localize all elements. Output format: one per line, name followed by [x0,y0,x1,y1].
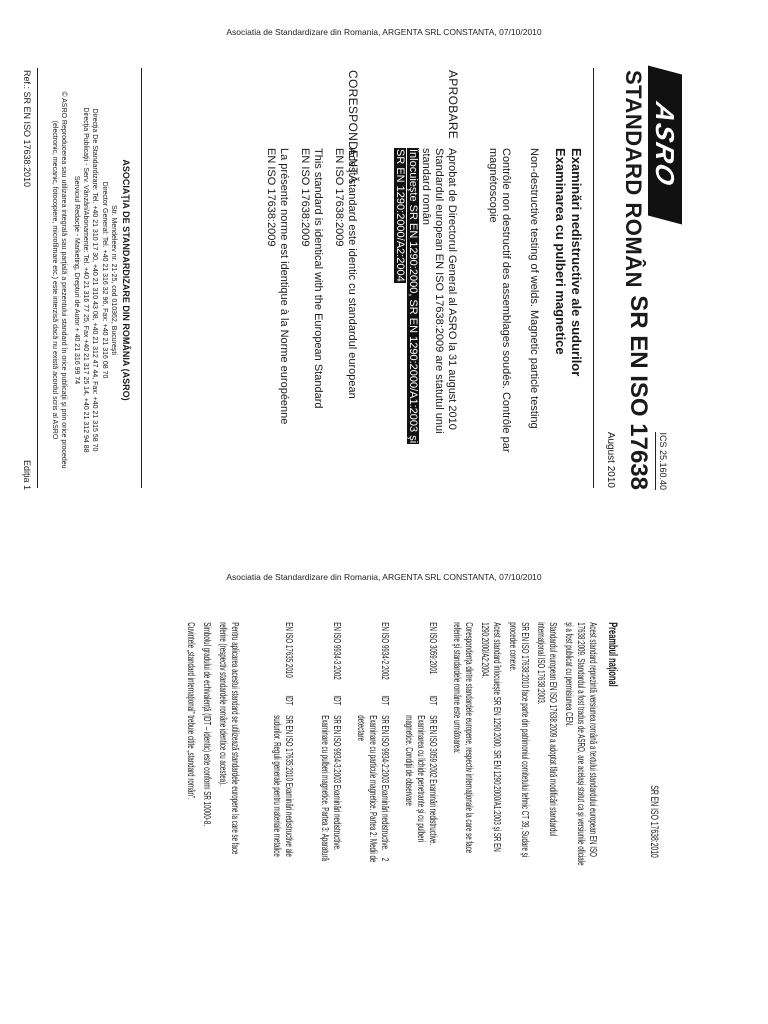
edition: Ediţia 1 [22,459,32,490]
document-page-cover [10,40,690,500]
publication-date: August 2010 [605,431,616,488]
preamble-paragraph: Acest standard înlocuieşte SR EN 1290:2000, SR EN 1290:2000/A1:2003 şi SR EN 1290:2000/A2:2004. [479,622,502,852]
closing-paragraph: Simbolul gradului de echivalenţă (IDT – identic) este conform SR 10000-8. [201,622,212,827]
section-label-aprobare: APROBARE [446,70,460,140]
publisher-info: ASOCIAŢIA DE STANDARDIZARE DIN ROMÂNIA (ASRO) Str. Mendeleev nr. 21-25, cod 010362, Bucureşti Director General: Tel. +40 21 316 32 96, Fax: +40 21 316 08 70 Direcţia De Standardizare: Tel. +40 21 310 17 30, +40 21 310 43 08, +40 21 312 47 44, Fax: +40 21 315 58 70 Direcţia Publicaţii - Serv. Vânzări/Abonamente: Tel. +40 21 316 77 25, Fax +40 21 317 25 14, +40 21 312 94 88 Serviciul Redacţie - Marketing, Drepturi de Autor + 40 21 316 99 74 © ASRO Reproducerea sau utilizarea integrală sau parţială a prezentului standard în orice publicaţii şi prin orice procedeu (electronic, mecanic, fotocopiere, microfilmare etc.) este interzisă dacă nu există acordul scris al ASRO [50,91,131,469]
title-french: Contrôle non destructif des assemblages soudés. Contrôle par magnétoscopie [487,148,512,453]
closing-paragraph: Pentru aplicarea acestui standard se utilizează standardele europene la care se face referire (respectiv standardele române identice cu acestea). [217,622,240,855]
watermark-header-top: Asociatia de Standardizare din Romania, ARGENTA SRL CONSTANTA, 07/10/2010 [226,27,542,37]
correspondence-ro: Acest standard este identic cu standardul european EN ISO 17638:2009 [333,148,358,399]
preamble-paragraph: Corespondenţa dintre standardele europene, respectiv internaţionale la care se face referire şi standardele române este următoarea: [451,622,474,854]
preamble-paragraph: Standardul european EN ISO 17638:2009 a adoptat fără modificări standardul internaţional ISO 17638:2003. [535,622,558,837]
correspondence-en: This standard is identical with the European Standard EN ISO 17638:2009 [299,148,324,409]
preamble-paragraph: SR EN ISO 17638:2010 face parte din patrimoniul comitetului tehnic CT 39, Sudare şi procedee conexe. [507,622,530,858]
asro-logo: ASRO [648,65,682,224]
standard-type-title: STANDARD ROMÂN [621,70,646,289]
divider [37,68,38,488]
correspondence-fr: La présente norme est identique à la Norme européenne EN ISO 17638:2009 [265,148,290,425]
preamble-paragraph: Acest standard reprezintă versiunea română a textului standardului european EN ISO 17638:2009. Standardul a fost tradus de ASRO, are acelaşi statut ca şi versiunile oficiale şi a fost publicat cu permisiunea CEN. [563,622,598,866]
replaces-line: Înlocuieşte SR EN 1290:2000, SR EN 1290:2000/A1:2003 şi [407,149,419,444]
closing-paragraph: Cuvintele „standard internaţional” trebuie citite „standard român”. [185,622,196,800]
divider [593,68,594,488]
title-romanian: Examinări nedistructive ale sudurilor Examinarea cu pulberi magnetice [553,148,584,377]
divider [141,68,142,488]
ics-code: ICS 25.160.40 [655,432,668,490]
page-number: 2 [379,857,390,862]
replaces-line-2: SR EN 1290:2000/A2:2004 [394,149,406,282]
reference-code: Ref.: SR EN ISO 17638:2010 [22,70,32,188]
section-label-corespondenta: CORESPONDENŢĂ [346,70,360,184]
running-head: SR EN ISO 17638:2010 [648,785,660,858]
watermark-header-middle: Asociatia de Standardizare din Romania, ARGENTA SRL CONSTANTA, 07/10/2010 [226,572,542,582]
approval-text: Aprobat de Directorul General al ASRO la 31 august 2010 Standardul european EN ISO 17638:2009 are statutul unui standard român Înlocuieşte SR EN 1290:2000, SR EN 1290:2000/A1:2003 şi SR EN 1290:2000/A2:2004 [394,148,458,444]
standard-code: SR EN ISO 17638 [625,295,652,490]
document-page-preamble: SR EN ISO 17638:2010 Preambul naţional Acest standard reprezintă versiunea română a textului standardului european EN ISO 17638:2009. Standardul a fost tradus de ASRO, are acelaşi statut ca şi versiunile oficiale şi a fost publicat cu permisiunea CEN. Standardul european EN ISO 17638:2009 a adoptat fără modificări standardul internaţional ISO 17638:2003. SR EN ISO 17638:2010 face parte din patrimoniul comitetului tehnic CT 39, Sudare şi procedee conexe. Acest standard înlocuieşte SR EN 1290:2000, SR EN 1290:2000/A1:2003 şi SR EN 1290:2000/A2:2004. Corespondenţa dintre standardele europene, respectiv internaţionale la care se face referire şi standardele române este următoarea: EN ISO 3059:2001 IDT SR EN ISO 3059:2002 Examinări nedistructive. Examinarea cu lichide penetrante şi cu pulberi magnetice. Condiţii de observare EN ISO 9934-2:2002 IDT SR EN ISO 9934-2:2003 Examinări nedistructive. Examinare cu particule magnetice. Partea 2: Medii de detectare EN ISO 9934-3:2002 IDT SR EN ISO 9934-3:2003 Examinări nedistructive. Examinare cu pulberi magnetice. Partea 3: Aparatură EN ISO 17635:2010 IDT SR EN ISO 17635:2010 Examinări nedistructive ale sudurilor. Reguli generale pentru materiale metalice Pentru aplicarea acestui standard se utilizează standardele europene la care se face referire (respectiv standardele române identice cu acestea). Simbolul gradului de echivalenţă (IDT – identic) este conform SR 10000-8. Cuvintele „standard internaţional” trebuie citite „standard român”. 2 [10,585,690,870]
title-english: Non-destructive testing of welds. Magnetic particle testing [528,148,540,429]
preamble-heading: Preambul naţional [606,622,620,687]
